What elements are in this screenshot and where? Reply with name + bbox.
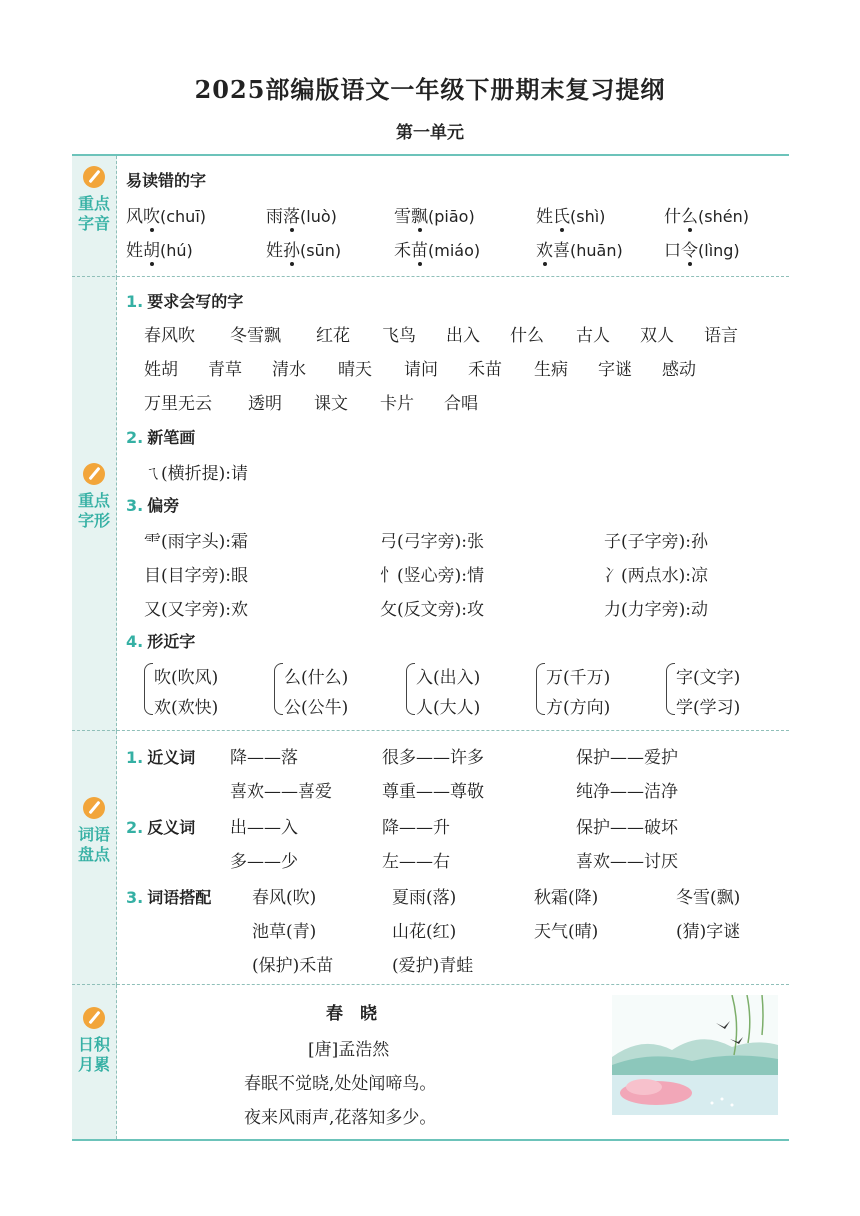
radical-item: 又(又字旁):欢: [144, 600, 248, 620]
word-item: 冬雪飘: [230, 326, 281, 346]
radical-item: 弓(弓字旁):张: [380, 532, 484, 552]
pinyin-item: 姓孙(sūn): [266, 236, 341, 261]
pinyin-item: 雪飘(piāo): [394, 202, 475, 227]
brace-icon: [144, 663, 153, 715]
word-item: 晴天: [338, 360, 372, 380]
word-item: 课文: [314, 394, 348, 414]
word-item: 万里无云: [144, 394, 212, 414]
pencil-icon: [83, 1007, 105, 1029]
subheading-stroke: 2. 新笔画: [126, 428, 196, 447]
word-item: 语言: [704, 326, 738, 346]
subheading-synonyms: 1. 近义词: [126, 748, 196, 767]
word-item: 清水: [272, 360, 306, 380]
sidebar-label: 日积月累: [77, 1035, 110, 1074]
pencil-icon: [83, 166, 105, 188]
brace-icon: [666, 663, 675, 715]
poem-title: 春 晓: [326, 1004, 377, 1024]
radical-item: 忄(竖心旁):情: [380, 566, 484, 586]
subheading-collocations: 3. 词语搭配: [126, 888, 212, 907]
word-item: 禾苗: [468, 360, 502, 380]
word-item: 春风吹: [144, 326, 195, 346]
poem-line-2: 夜来风雨声,花落知多少。: [244, 1108, 437, 1128]
similar-pair: 入(出入) 人(大人): [406, 663, 526, 717]
word-item: 出入: [446, 326, 480, 346]
sidebar-label: 重点字形: [77, 491, 110, 530]
section-sidebar: [72, 156, 117, 278]
similar-pair: 吹(吹风) 欢(欢快): [144, 663, 264, 717]
brace-icon: [536, 663, 545, 715]
section-heading: 易读错的字: [126, 171, 207, 190]
pinyin-item: 雨落(luò): [266, 202, 337, 227]
radical-item: 冫(两点水):凉: [604, 566, 708, 586]
word-item: 合唱: [444, 394, 478, 414]
word-item: 姓胡: [144, 360, 178, 380]
word-item: 飞鸟: [382, 326, 416, 346]
stroke-line: ㄟ(横折提):请: [144, 464, 248, 484]
section-sidebar: [72, 277, 117, 731]
similar-characters: [144, 663, 774, 717]
unit-title: 第一单元: [396, 123, 464, 143]
pencil-icon: [83, 463, 105, 485]
word-item: 生病: [534, 360, 568, 380]
pinyin-row-2: [126, 236, 786, 260]
sidebar-label: 重点字音: [77, 194, 110, 233]
word-item: 古人: [576, 326, 610, 346]
brace-icon: [274, 663, 283, 715]
section-character-forms: [72, 276, 789, 731]
word-item: 青草: [208, 360, 242, 380]
sidebar-label: 词语盘点: [77, 825, 110, 864]
subheading-write: 1. 要求会写的字: [126, 292, 244, 311]
section-sidebar: [72, 985, 117, 1139]
pinyin-item: 什么(shén): [664, 202, 749, 227]
subheading-similar: 4. 形近字: [126, 632, 196, 651]
section-vocabulary: 词语盘点 1. 近义词 降——落 很多——许多 保护——爱护 喜欢——喜爱 尊重——尊敬 纯净——洁净 2. 反义词 出——入 降——升 保护——破坏 多——少 左——右 喜欢——讨厌 3. 词语搭配 春风(吹) 夏雨(落) 秋霜(降) 冬雪(飘) 池草(青) 山花(红) 天气(晴) (猜)字谜 (保护)禾苗 (爱护)青蛙: [72, 730, 789, 985]
pinyin-item: 风吹(chuī): [126, 202, 206, 227]
pinyin-item: 欢喜(huān): [536, 236, 623, 261]
section-pronunciation: [72, 154, 789, 278]
word-item: 双人: [640, 326, 674, 346]
pinyin-item: 口令(lìng): [664, 236, 740, 261]
section-daily-accumulation: [72, 984, 789, 1141]
word-item: 字谜: [598, 360, 632, 380]
word-item: 透明: [248, 394, 282, 414]
radical-item: 目(目字旁):眼: [144, 566, 248, 586]
word-item: 卡片: [380, 394, 414, 414]
similar-pair: 万(千万) 方(方向): [536, 663, 656, 717]
subheading-radicals: 3. 偏旁: [126, 496, 180, 515]
page-title: 2025部编版语文一年级下册期末复习提纲: [194, 75, 666, 104]
word-item: 红花: [316, 326, 350, 346]
similar-pair: 字(文字) 学(学习): [666, 663, 786, 717]
word-item: 什么: [510, 326, 544, 346]
pinyin-item: 姓氏(shì): [536, 202, 605, 227]
pencil-icon: [83, 797, 105, 819]
brace-icon: [406, 663, 415, 715]
similar-pair: 么(什么) 公(公牛): [274, 663, 394, 717]
pinyin-item: 姓胡(hú): [126, 236, 193, 261]
radical-item: ⻗(雨字头):霜: [144, 532, 248, 552]
radical-item: 力(力字旁):动: [604, 600, 708, 620]
word-item: 请问: [404, 360, 438, 380]
word-item: 感动: [662, 360, 696, 380]
section-sidebar: [72, 731, 117, 985]
poem-author: [唐]孟浩然: [308, 1040, 390, 1060]
pinyin-row-1: [126, 202, 786, 226]
subheading-antonyms: 2. 反义词: [126, 818, 196, 837]
pinyin-item: 禾苗(miáo): [394, 236, 480, 261]
spring-landscape-illustration: [612, 995, 778, 1115]
radical-item: 子(子字旁):孙: [604, 532, 708, 552]
radical-item: 攵(反文旁):攻: [380, 600, 484, 620]
poem-line-1: 春眠不觉晓,处处闻啼鸟。: [244, 1074, 437, 1094]
